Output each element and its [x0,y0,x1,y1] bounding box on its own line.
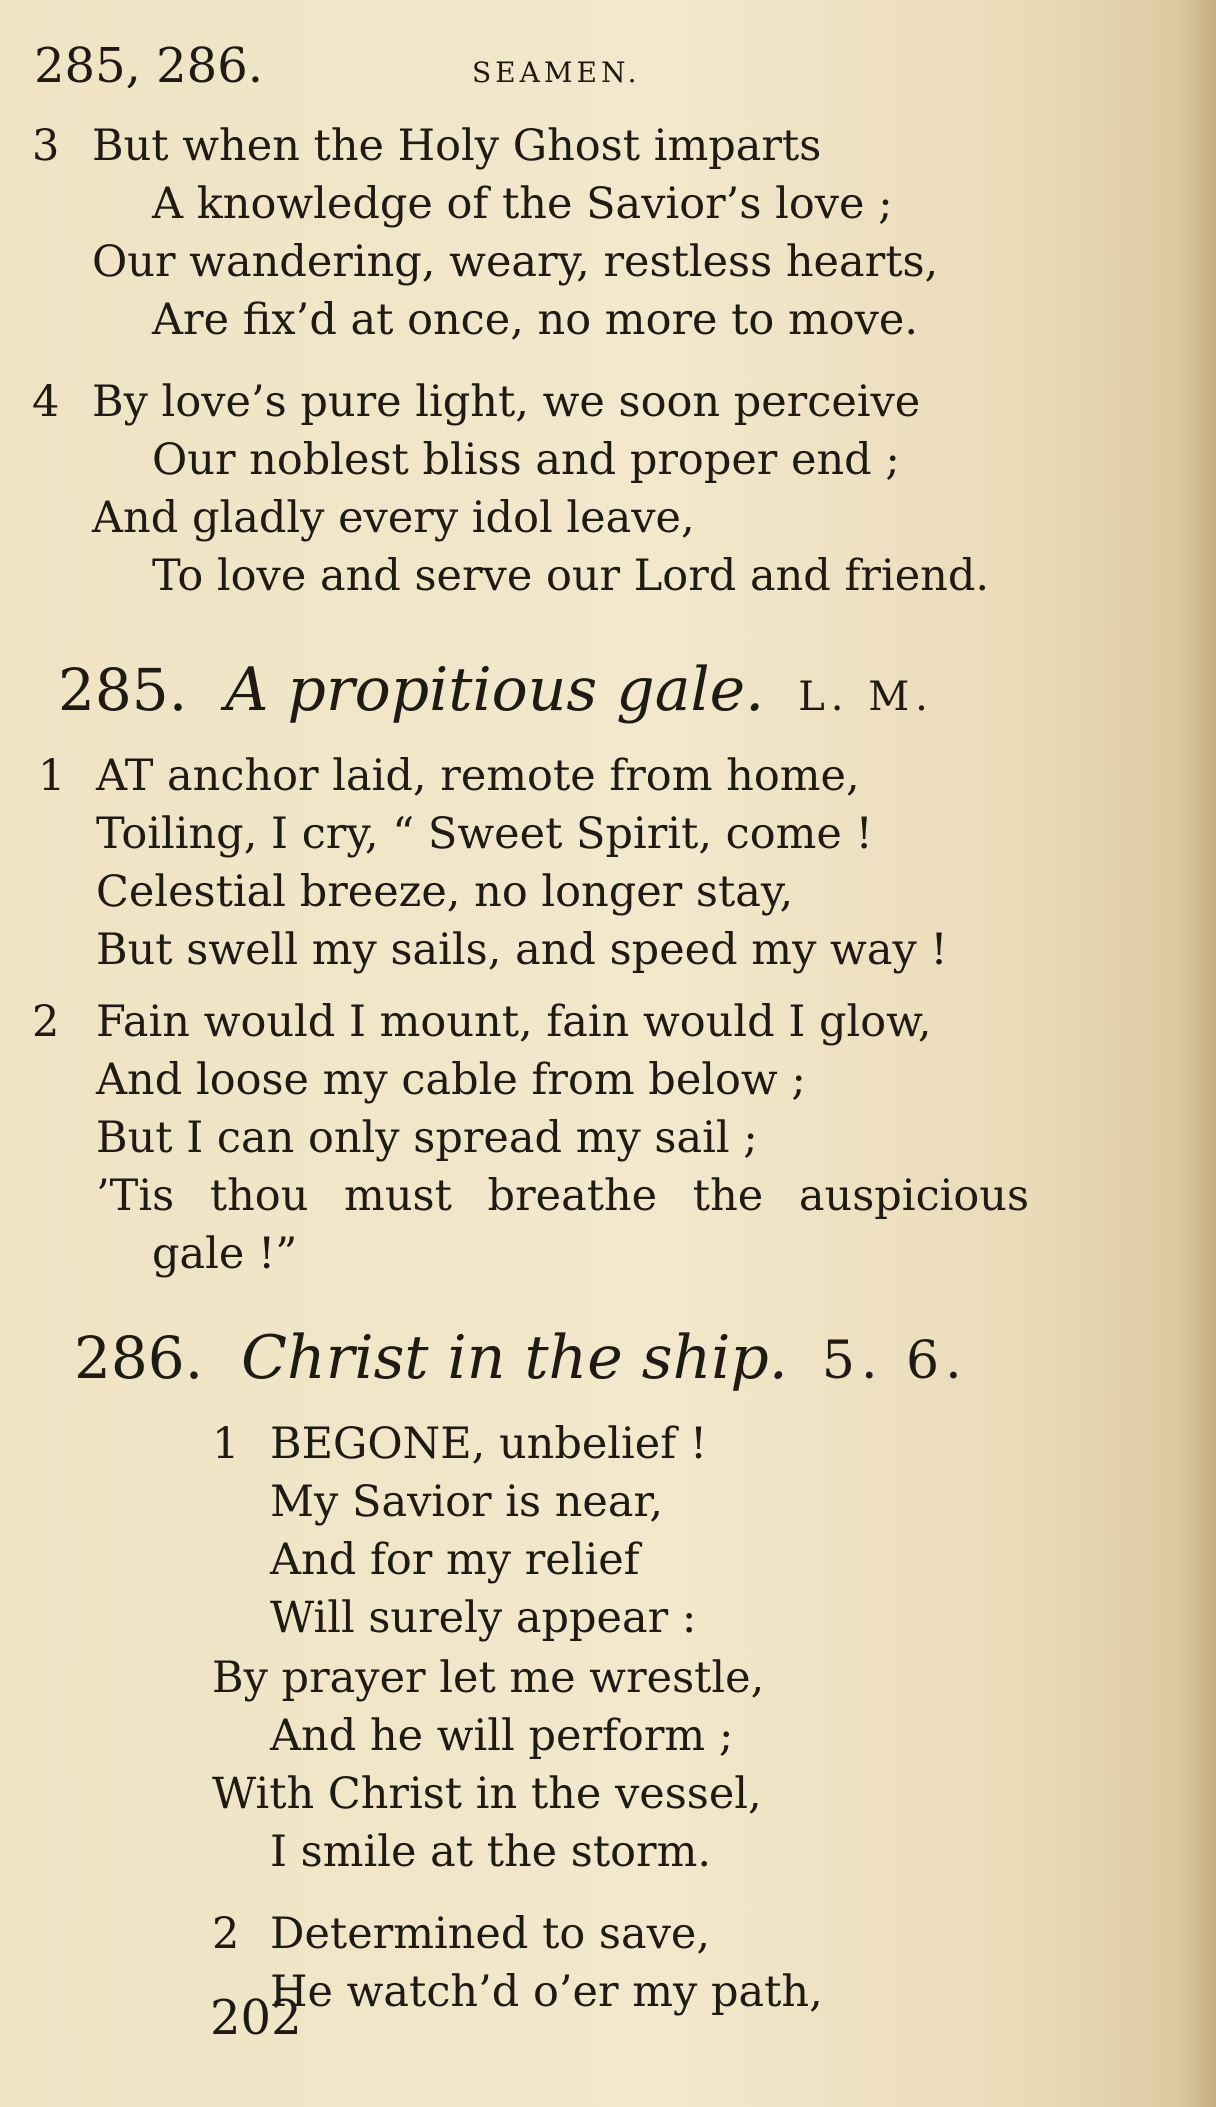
verse-line: With Christ in the vessel, [212,1769,762,1819]
verse-line: A knowledge of the Savior’s love ; [152,179,893,229]
hymn-meter: 5. 6. [821,1331,968,1391]
verse-number: 2 [212,1909,240,1959]
verse-line: And he will perform ; [270,1711,734,1761]
verse-line: Toiling, I cry, “ Sweet Spirit, come ! [96,809,873,859]
hymn-number: 285. [58,656,188,724]
page-gutter-shadow [1176,0,1216,2107]
header-section: SEAMEN. [472,56,641,89]
footer-page-number: 202 [210,1990,302,2046]
hymn-title: Christ in the ship. [241,1323,788,1393]
verse-number: 4 [32,377,60,427]
verse-number: 2 [32,997,60,1047]
verse-line: He watch’d o’er my path, [270,1967,823,2017]
verse-line: By prayer let me wrestle, [212,1653,765,1703]
verse-line: Determined to save, [270,1909,711,1959]
verse-line: Our wandering, weary, restless hearts, [92,237,939,287]
verse-line: But I can only spread my sail ; [96,1113,758,1163]
verse-line: And loose my cable from below ; [96,1055,806,1105]
hymn-title: A propitious gale. [225,655,765,725]
verse-line: To love and serve our Lord and friend. [152,551,990,601]
verse-line: And gladly every idol leave, [92,493,695,543]
verse-number: 3 [32,121,60,171]
verse-line: Fain would I mount, fain would I glow, [96,997,932,1047]
verse-number: 1 [212,1419,240,1469]
verse-line: By love’s pure light, we soon perceive [92,377,921,427]
verse-line: AT anchor laid, remote from home, [96,751,860,801]
hymn-title-285 [58,650,934,745]
verse-line: And for my relief [270,1535,640,1585]
running-header [34,38,1154,98]
verse-line: ’Tis thou must breathe the auspicious [96,1171,1030,1221]
verse-line: I smile at the storm. [270,1827,712,1877]
header-page-numbers: 285, 286. [34,38,264,94]
hymn-title-286 [74,1318,968,1413]
verse-number: 1 [38,751,66,801]
verse-line: Will surely appear : [270,1593,697,1643]
hymn-meter: L. M. [798,674,934,720]
verse-line: Our noblest bliss and proper end ; [152,435,900,485]
verse-line: Are fix’d at once, no more to move. [152,295,919,345]
verse-line: But swell my sails, and speed my way ! [96,925,948,975]
hymn-number: 286. [74,1324,204,1392]
verse-line: Celestial breeze, no longer stay, [96,867,794,917]
verse-line: My Savior is near, [270,1477,664,1527]
verse-line: BEGONE, unbelief ! [270,1419,708,1469]
verse-line: But when the Holy Ghost imparts [92,121,822,171]
verse-line: gale !” [152,1229,298,1279]
